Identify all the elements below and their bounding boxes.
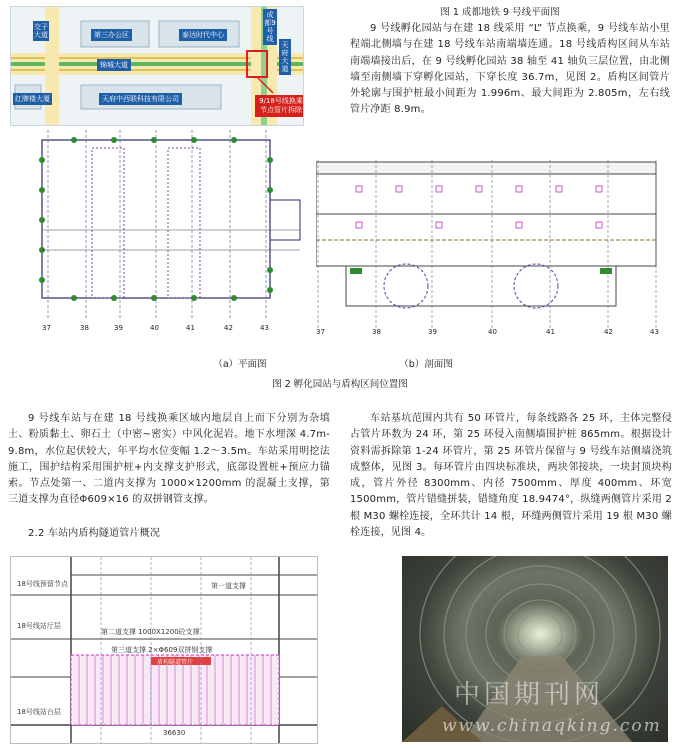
fig3-label-concourse: 18号线站厅层 <box>17 622 61 630</box>
plan-axis-37: 37 <box>42 324 51 332</box>
map-label-tianfu: 天府大道 <box>279 39 291 75</box>
section-axis-43: 43 <box>650 328 659 336</box>
map-label-bank: 天府中西联科技有限公司 <box>99 93 182 105</box>
paragraph-1: 9 号线孵化园站与在建 18 线采用 “L” 节点换乘，9 号线车站小里程端北侧墙与在建 18 号线车站南端墙连通。18 号线盾构区间从车站南端墙接出后，在 9 号线孵化园站 38 轴至 41 轴负三层位置，由北侧墙至南侧墙下穿孵化园站，下穿长度 36.7m，见图 2。盾构区间管片外轮廓与围护桩最小间距为 1.996m、最大间距为 2.805m，左右线管片净距 8.9m。 <box>350 23 670 116</box>
figure-2b-sublabel: （b）剖面图 <box>399 359 453 370</box>
map-label-tower: 红牌楼大厦 <box>15 95 50 103</box>
fig3-label-support3: 第三道支撑 2×Φ609双拼钢支撑 <box>111 646 213 654</box>
section-axis <box>316 328 672 340</box>
map-label-office: 第三办公区 <box>91 29 132 41</box>
fig3-dimension: 36630 <box>163 729 186 737</box>
fig3-label-support2: 第二道支撑 1000X1200砼支撑 <box>101 628 200 636</box>
plan-axis-42: 42 <box>224 324 233 332</box>
watermark-cn: 中国期刊网 <box>454 680 605 710</box>
plan-axis-39: 39 <box>114 324 123 332</box>
plan-axis-40: 40 <box>150 324 159 332</box>
figure-2b-section <box>316 160 672 342</box>
figure-2a-plan <box>34 130 314 342</box>
paragraph-2: 9 号线车站与在建 18 号线换乘区域内地层自上而下分别为杂填土、粉质黏土、卵石土（中密~密实）中风化泥岩。地下水埋深 4.7m-9.8m，水位起伏较大，年平均水位变幅 1.2～3.5m。车站采用明挖法施工，围护结构采用围护桩+内支撑支护形式，底部设置桩+预应力锚索。节点处第一、二道内支撑为 1000×1200mm 的混凝土支撑，第三道支撑为直径Φ609×16 的双拼钢管支撑。 <box>8 413 330 506</box>
fig3-label-reserved-node: 18号线预留节点 <box>17 580 68 588</box>
section-axis-37: 37 <box>316 328 325 336</box>
section-axis-39: 39 <box>428 328 437 336</box>
plan-axis-41: 41 <box>186 324 195 332</box>
map-tag-transfer-node: 9/18号线换乘 节点管片拆除 <box>255 95 304 117</box>
map-label-north-road: 交子大道 <box>34 23 48 39</box>
figure-1-map <box>10 6 304 126</box>
watermark-url: www.chinaqking.com <box>442 716 662 736</box>
section-axis-42: 42 <box>604 328 613 336</box>
plan-axis-43: 43 <box>260 324 269 332</box>
section-axis-40: 40 <box>488 328 497 336</box>
tunnel-rings <box>402 556 668 742</box>
section-axis-38: 38 <box>372 328 381 336</box>
plan-drawing <box>34 130 314 342</box>
plan-axis-38: 38 <box>80 324 89 332</box>
figure-2a-sublabel: （a）平面图 <box>213 359 267 370</box>
section-axis-41: 41 <box>546 328 555 336</box>
fig3-label-tunnel: 盾构隧道管片 <box>157 659 194 666</box>
map-label-center: 泰达时代中心 <box>179 29 227 41</box>
figure-1-caption: 图 1 成都地铁 9 号线平面图 <box>440 7 560 18</box>
section-drawing <box>316 160 672 342</box>
map-label-jincheng: 锦城大道 <box>97 59 131 71</box>
paragraph-3: 车站基坑范围内共有 50 环管片，每条线路各 25 环，主体完整侵占管片环数为 24 环，第 25 环侵入南侧墙围护桩 865mm。根据设计资料需拆除第 1-24 环管片，第 25 环管片保留与 9 号线车站侧墙浇筑成整体，见图 3。每环管片由四块标准块，两块邻接块，一块封顶块构成，管片外径 8300mm、内径 7500mm、厚度 400mm、环宽 1500mm，管片错缝拼装，错缝角度 18.9474°，纵缝两侧管片采用 2 根 M30 螺栓连接，全环共计 14 根，环缝两侧管片采用 19 根 M30 螺栓连接，见图 4。 <box>350 413 672 539</box>
section-heading-2-2: 2.2 车站内盾构隧道管片概况 <box>28 528 161 539</box>
plan-axis <box>34 324 314 338</box>
map-label-line9: 成都9号线 <box>264 11 276 43</box>
fig3-label-platform: 18号线站台层 <box>17 708 61 716</box>
fig3-label-support1: 第一道支撑 <box>211 582 246 590</box>
figure-2-caption: 图 2 孵化园站与盾构区间位置图 <box>272 379 408 390</box>
figure-3-section <box>10 556 318 744</box>
figure-4-tunnel-photo <box>402 556 668 742</box>
